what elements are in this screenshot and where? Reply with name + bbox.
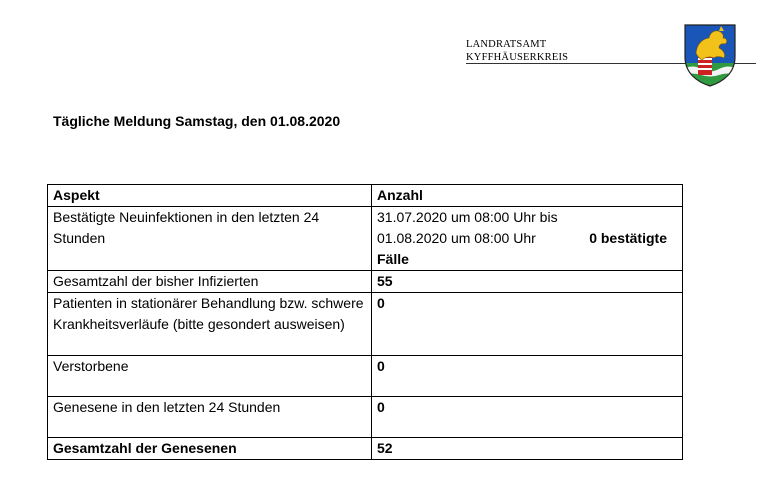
row-value-hospitalized: 0 (372, 293, 683, 356)
table-row-recovered-24h (48, 397, 683, 438)
row-value-deceased: 0 (372, 356, 683, 397)
report-table (47, 184, 683, 460)
row-value-recovered-24h: 0 (372, 397, 683, 438)
row-aspect-recovered-24h: Genesene in den letzten 24 Stunden (48, 397, 372, 438)
table-row-hospitalized (48, 293, 683, 356)
table-row-total-infected (48, 271, 683, 293)
table-row-deceased (48, 356, 683, 397)
period-to: 01.08.2020 um 08:00 Uhr (377, 230, 536, 246)
page-heading: Tägliche Meldung Samstag, den 01.08.2020 (53, 113, 341, 129)
row-value-total-infected: 55 (372, 271, 683, 293)
new-infections-count: 0 bestätigte (589, 230, 667, 246)
column-header-aspect: Aspekt (48, 185, 372, 207)
row-value-recovered-total: 52 (372, 438, 683, 460)
row-aspect-new-infections: Bestätigte Neuinfektionen in den letzten 24 Stunden (48, 207, 372, 271)
row-aspect-hospitalized: Patienten in stationärer Behandlung bzw. schwere Krankheitsverläufe (bitte gesondert ausweisen) (48, 293, 372, 356)
period-from: 31.07.2020 um 08:00 Uhr bis (377, 209, 558, 225)
letterhead-authority: LANDRATSAMT (466, 39, 547, 50)
table-row-new-infections (48, 207, 683, 271)
row-value-new-infections (372, 207, 683, 271)
new-infections-count-unit: Fälle (377, 251, 409, 267)
column-header-count: Anzahl (372, 185, 683, 207)
table-header-row (48, 185, 683, 207)
row-aspect-deceased: Verstorbene (48, 356, 372, 397)
coat-of-arms-icon (683, 23, 737, 87)
letterhead (466, 38, 568, 64)
letterhead-district: KYFFHÄUSERKREIS (466, 52, 569, 63)
table-row-recovered-total (48, 438, 683, 460)
row-aspect-total-infected: Gesamtzahl der bisher Infizierten (48, 271, 372, 293)
row-aspect-recovered-total: Gesamtzahl der Genesenen (48, 438, 372, 460)
